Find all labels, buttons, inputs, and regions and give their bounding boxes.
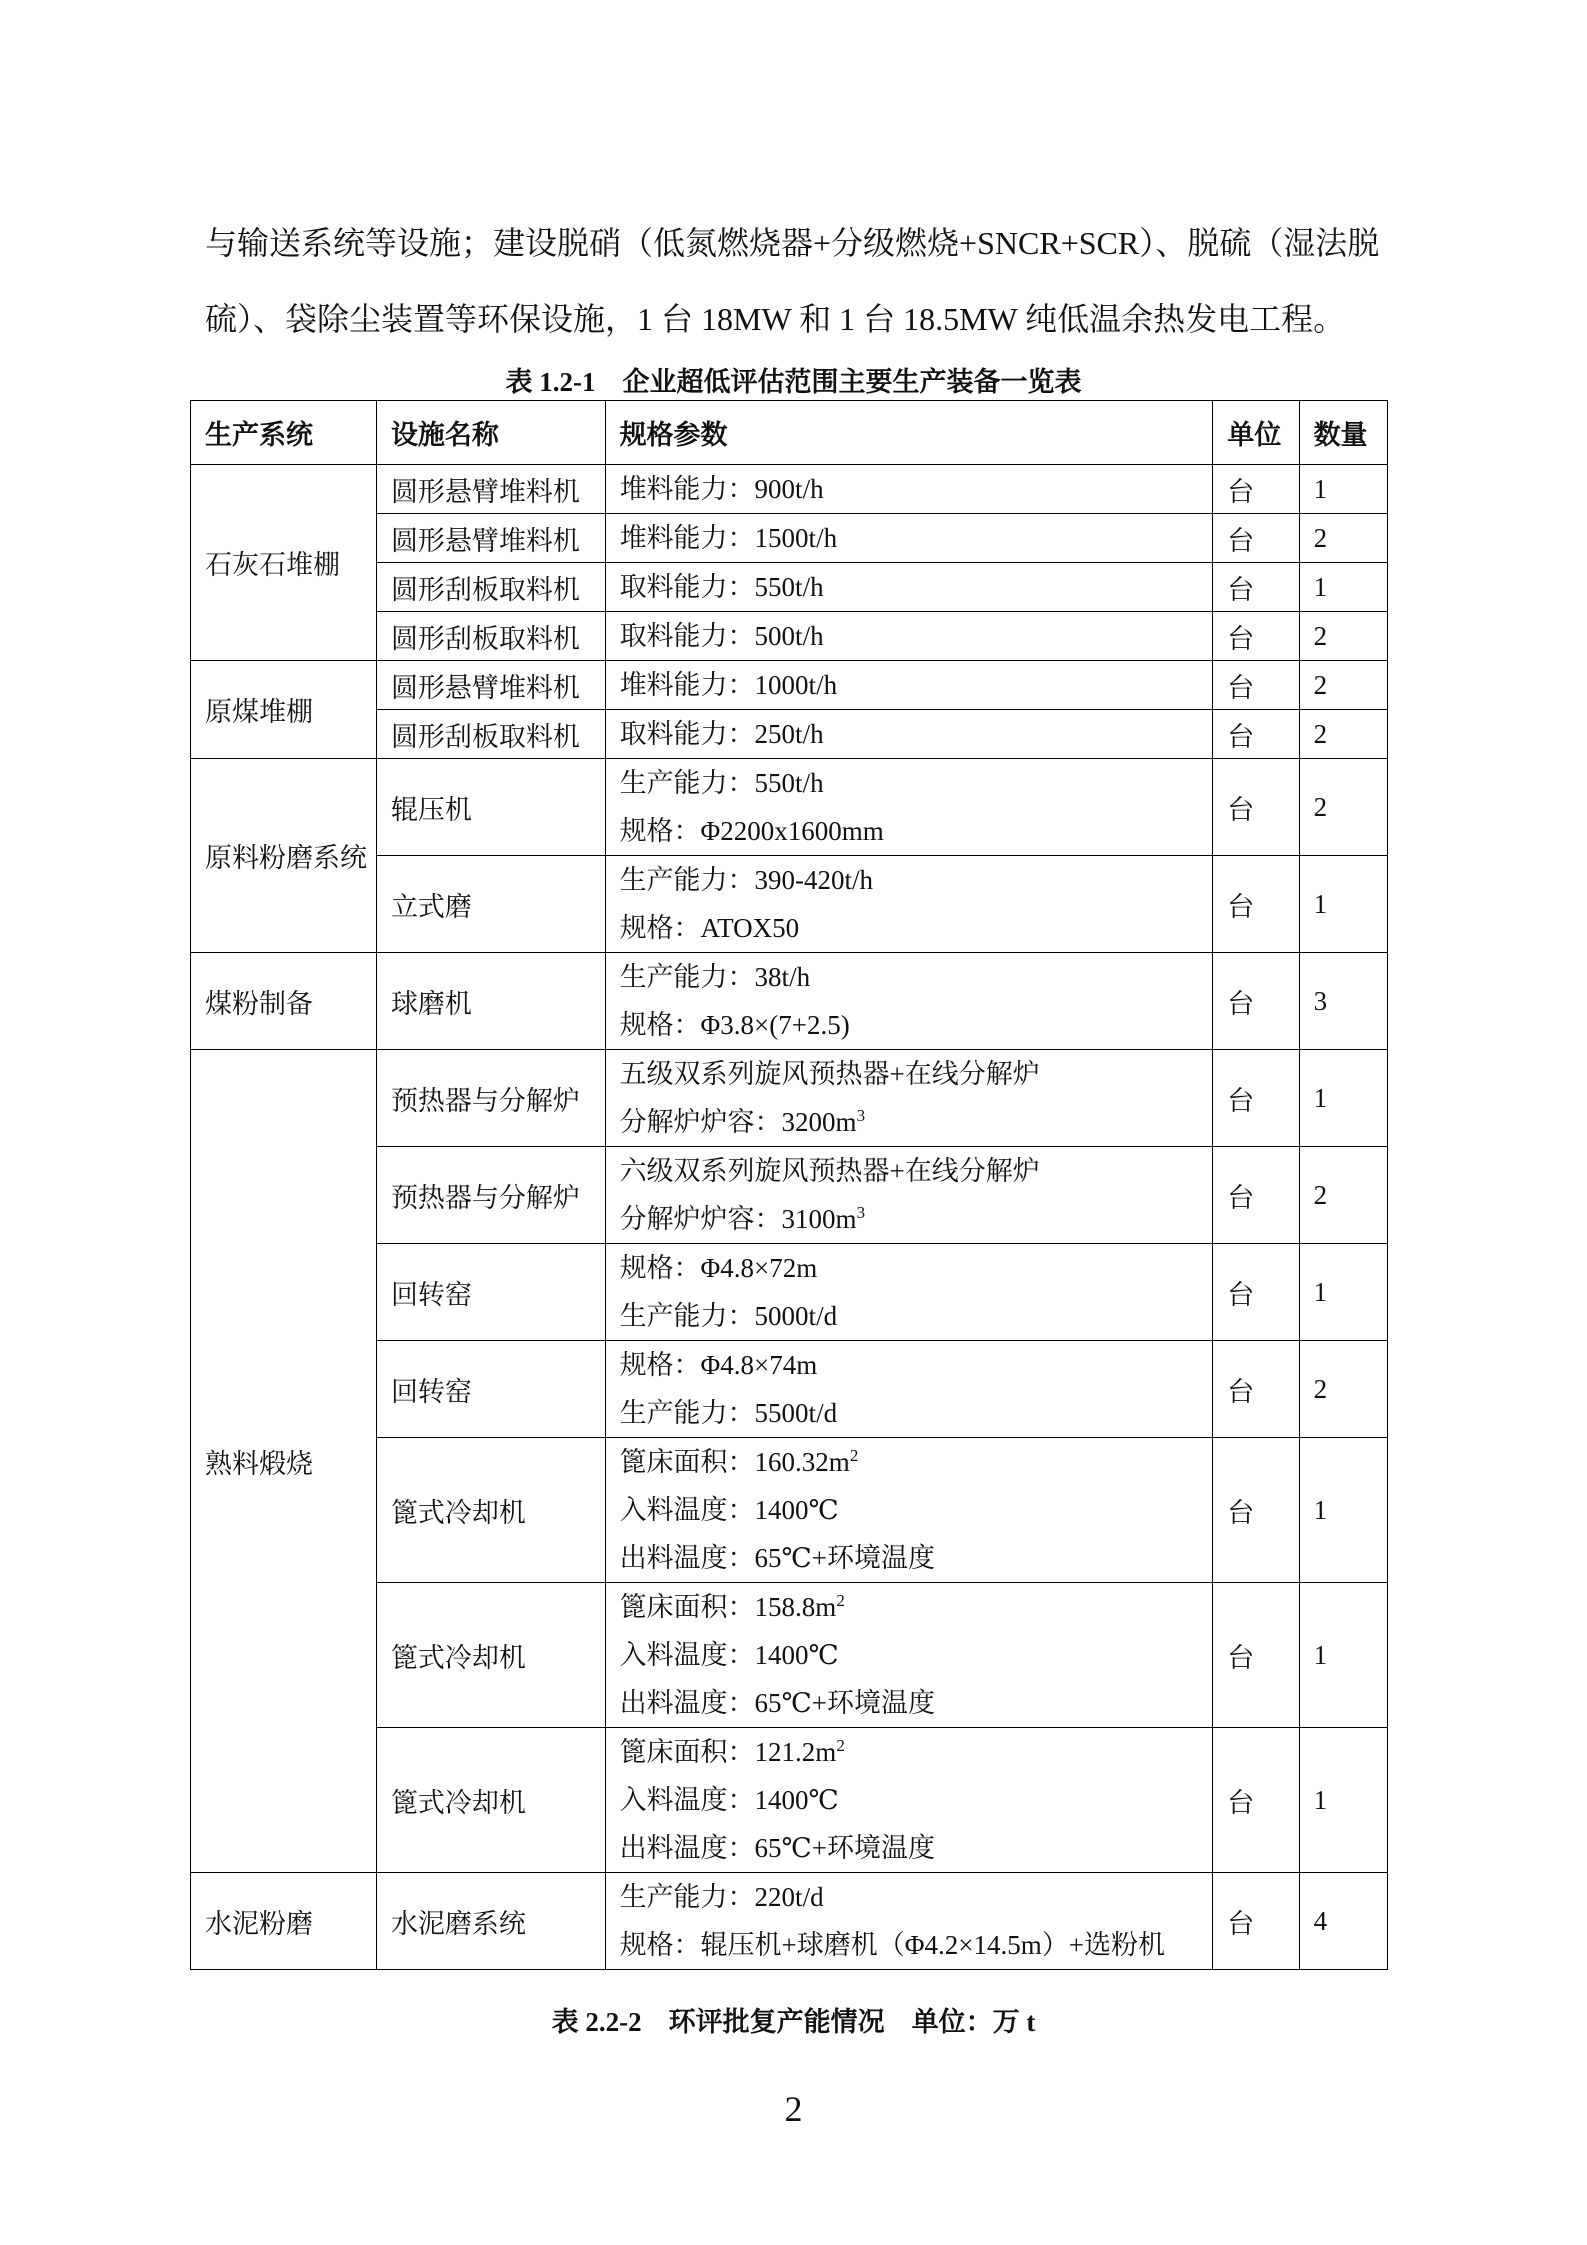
system-cell: 煤粉制备 [191, 953, 377, 1050]
spec-cell [605, 1728, 1213, 1873]
facility-cell: 预热器与分解炉 [376, 1147, 605, 1244]
spec-line: 五级双系列旋风预热器+在线分解炉 [619, 1059, 1040, 1089]
facility-cell: 回转窑 [376, 1341, 605, 1438]
quantity-cell: 2 [1299, 1341, 1387, 1438]
quantity-cell: 1 [1299, 856, 1387, 953]
spec-line: 入料温度：1400℃ [619, 1495, 839, 1525]
facility-cell: 回转窑 [376, 1244, 605, 1341]
system-cell: 石灰石堆棚 [191, 465, 377, 661]
facility-cell: 篦式冷却机 [376, 1583, 605, 1728]
spec-cell [605, 514, 1213, 563]
spec-line: 取料能力：500t/h [619, 621, 824, 651]
spec-cell [605, 1873, 1213, 1970]
facility-cell: 篦式冷却机 [376, 1728, 605, 1873]
spec-cell [605, 759, 1213, 856]
facility-cell: 立式磨 [376, 856, 605, 953]
unit-cell: 台 [1213, 1147, 1299, 1244]
facility-cell: 圆形刮板取料机 [376, 612, 605, 661]
spec-cell [605, 1147, 1213, 1244]
header-quantity: 数量 [1299, 401, 1387, 465]
unit-cell: 台 [1213, 1728, 1299, 1873]
spec-line: 生产能力：5000t/d [619, 1301, 838, 1331]
spec-line: 出料温度：65℃+环境温度 [619, 1688, 935, 1718]
quantity-cell: 1 [1299, 563, 1387, 612]
quantity-cell: 1 [1299, 1438, 1387, 1583]
unit-cell: 台 [1213, 1438, 1299, 1583]
unit-cell: 台 [1213, 953, 1299, 1050]
facility-cell: 球磨机 [376, 953, 605, 1050]
spec-line: 生产能力：550t/h [619, 768, 824, 798]
spec-line: 篦床面积：$160.32m^2$ [619, 1446, 859, 1477]
unit-cell: 台 [1213, 563, 1299, 612]
spec-cell [605, 563, 1213, 612]
spec-cell [605, 612, 1213, 661]
intro-line-1: 与输送系统等设施；建设脱硝（低氮燃烧器+分级燃烧+SNCR+SCR）、脱硫（湿法脱 [205, 225, 1380, 261]
quantity-cell: 2 [1299, 514, 1387, 563]
unit-cell: 台 [1213, 1341, 1299, 1438]
quantity-cell: 2 [1299, 710, 1387, 759]
system-cell: 原料粉磨系统 [191, 759, 377, 953]
quantity-cell: 1 [1299, 465, 1387, 514]
spec-cell [605, 710, 1213, 759]
spec-line: 生产能力：5500t/d [619, 1398, 838, 1428]
spec-line: 六级双系列旋风预热器+在线分解炉 [619, 1156, 1040, 1186]
table-1-caption: 表 1.2-1 企业超低评估范围主要生产装备一览表 [505, 367, 1082, 397]
spec-line: 出料温度：65℃+环境温度 [619, 1833, 935, 1863]
quantity-cell: 2 [1299, 1147, 1387, 1244]
header-unit: 单位 [1213, 401, 1299, 465]
spec-line: 规格：ATOX50 [619, 913, 800, 943]
quantity-cell: 2 [1299, 661, 1387, 710]
header-facility: 设施名称 [376, 401, 605, 465]
table-row [191, 759, 1388, 856]
quantity-cell: 2 [1299, 612, 1387, 661]
spec-line: 堆料能力：900t/h [619, 474, 824, 504]
spec-cell [605, 1244, 1213, 1341]
spec-line: 规格：Φ2200x1600mm [619, 816, 884, 846]
spec-cell [605, 661, 1213, 710]
quantity-cell: 1 [1299, 1728, 1387, 1873]
unit-cell: 台 [1213, 856, 1299, 953]
table-2-caption: 表 2.2-2 环评批复产能情况 单位：万 t [551, 2007, 1036, 2037]
equipment-table [190, 400, 1388, 1970]
spec-line: 规格：Φ3.8×(7+2.5) [619, 1010, 850, 1040]
facility-cell: 水泥磨系统 [376, 1873, 605, 1970]
unit-cell: 台 [1213, 759, 1299, 856]
spec-line: 生产能力：220t/d [619, 1882, 824, 1912]
quantity-cell: 1 [1299, 1583, 1387, 1728]
system-cell: 水泥粉磨 [191, 1873, 377, 1970]
facility-cell: 预热器与分解炉 [376, 1050, 605, 1147]
spec-cell [605, 1341, 1213, 1438]
unit-cell: 台 [1213, 1050, 1299, 1147]
table-row [191, 1873, 1388, 1970]
quantity-cell: 1 [1299, 1244, 1387, 1341]
spec-cell [605, 953, 1213, 1050]
unit-cell: 台 [1213, 1244, 1299, 1341]
facility-cell: 圆形悬臂堆料机 [376, 514, 605, 563]
spec-line: 取料能力：550t/h [619, 572, 824, 602]
spec-line: 堆料能力：1000t/h [619, 670, 838, 700]
table-body [191, 465, 1388, 1970]
spec-line: 取料能力：250t/h [619, 719, 824, 749]
quantity-cell: 3 [1299, 953, 1387, 1050]
spec-cell [605, 856, 1213, 953]
spec-line: 分解炉炉容：$3100m^3$ [619, 1203, 866, 1234]
facility-cell: 圆形悬臂堆料机 [376, 465, 605, 514]
facility-cell: 篦式冷却机 [376, 1438, 605, 1583]
spec-line: 入料温度：1400℃ [619, 1640, 839, 1670]
unit-cell: 台 [1213, 1583, 1299, 1728]
unit-cell: 台 [1213, 465, 1299, 514]
table-header-row [191, 401, 1388, 465]
table-row [191, 661, 1388, 710]
quantity-cell: 4 [1299, 1873, 1387, 1970]
system-cell: 熟料煅烧 [191, 1050, 377, 1873]
quantity-cell: 1 [1299, 1050, 1387, 1147]
spec-line: 生产能力：390-420t/h [619, 865, 874, 895]
spec-cell [605, 465, 1213, 514]
spec-line: 生产能力：38t/h [619, 962, 811, 992]
unit-cell: 台 [1213, 514, 1299, 563]
page-number: 2 [784, 2089, 803, 2129]
spec-cell [605, 1050, 1213, 1147]
unit-cell: 台 [1213, 710, 1299, 759]
header-system: 生产系统 [191, 401, 377, 465]
unit-cell: 台 [1213, 612, 1299, 661]
spec-line: 入料温度：1400℃ [619, 1785, 839, 1815]
quantity-cell: 2 [1299, 759, 1387, 856]
facility-cell: 圆形悬臂堆料机 [376, 661, 605, 710]
facility-cell: 辊压机 [376, 759, 605, 856]
spec-line: 篦床面积：$121.2m^2$ [619, 1736, 845, 1767]
spec-line: 出料温度：65℃+环境温度 [619, 1543, 935, 1573]
facility-cell: 圆形刮板取料机 [376, 563, 605, 612]
spec-cell [605, 1583, 1213, 1728]
intro-line-2: 硫）、袋除尘装置等环保设施，1 台 18MW 和 1 台 18.5MW 纯低温余热发电工程。 [205, 301, 1346, 337]
system-cell: 原煤堆棚 [191, 661, 377, 759]
spec-line: 规格：辊压机+球磨机（Φ4.2×14.5m）+选粉机 [619, 1930, 1165, 1960]
spec-line: 规格：Φ4.8×72m [619, 1253, 818, 1283]
table-row [191, 1050, 1388, 1147]
unit-cell: 台 [1213, 661, 1299, 710]
spec-line: 规格：Φ4.8×74m [619, 1350, 818, 1380]
intro-paragraph [205, 205, 1395, 357]
spec-cell [605, 1438, 1213, 1583]
table-row [191, 465, 1388, 514]
spec-line: 堆料能力：1500t/h [619, 523, 838, 553]
facility-cell: 圆形刮板取料机 [376, 710, 605, 759]
unit-cell: 台 [1213, 1873, 1299, 1970]
header-spec: 规格参数 [605, 401, 1213, 465]
spec-line: 分解炉炉容：$3200m^3$ [619, 1106, 866, 1137]
spec-line: 篦床面积：$158.8m^2$ [619, 1591, 845, 1622]
table-row [191, 953, 1388, 1050]
